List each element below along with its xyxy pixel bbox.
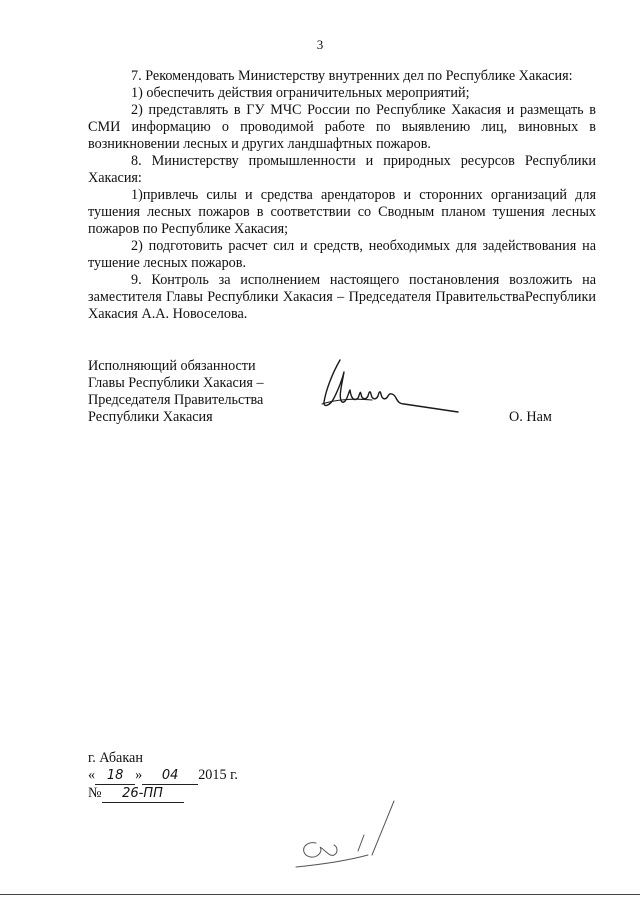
paragraph-8-1: 1)привлечь силы и средства арендаторов и сторонних организаций для тушения лесных пожаров в соответствии со Сводным планом тушения лесных пожаров по Республике Хакасия; (88, 187, 596, 237)
initials-mark (276, 795, 406, 875)
page-number: 3 (316, 37, 324, 52)
document-number: 26-ПП (102, 785, 184, 803)
signatory-title-line: Республики Хакасия (88, 409, 213, 425)
paragraph-9: 9. Контроль за исполнением настоящего постановления возложить на заместителя Главы Республики Хакасия – Председателя ПравительстваРеспублики Хакасия А.А. Новоселова. (88, 272, 596, 322)
place: г. Абакан (88, 750, 143, 766)
date-close-quote: » (135, 767, 143, 783)
document-body (88, 68, 596, 323)
paragraph-7-2: 2) представлять в ГУ МЧС России по Республике Хакасия и размещать в СМИ информацию о проводимой работе по выявлению лиц, виновных в возникновении лесных и других ландшафтных пожаров. (88, 102, 596, 152)
number-sign: № (88, 785, 102, 801)
signatory-title-line: Председателя Правительства (88, 392, 264, 408)
date-line (88, 767, 238, 785)
paragraph-8-2: 2) подготовить расчет сил и средств, необходимых для задействования на тушение лесных пожаров. (88, 238, 596, 271)
paragraph-7-1: 1) обеспечить действия ограничительных мероприятий; (131, 85, 470, 101)
signatory-title-line: Исполняющий обязанности (88, 358, 256, 374)
handwritten-signature (312, 350, 462, 420)
date-open-quote: « (88, 767, 96, 783)
paragraph-8: 8. Министерству промышленности и природных ресурсов Республики Хакасия: (88, 153, 596, 186)
document-number-line (88, 785, 238, 803)
date-day: 18 (95, 767, 135, 785)
page-edge-line (0, 894, 640, 895)
date-year: 2015 г. (198, 767, 238, 783)
signatory-title (88, 358, 264, 426)
signatory-title-line: Главы Республики Хакасия – (88, 375, 264, 391)
signatory-name: О. Нам (509, 409, 552, 425)
date-month: 04 (142, 767, 198, 785)
place-date-block (88, 750, 238, 803)
paragraph-7: 7. Рекомендовать Министерству внутренних дел по Республике Хакасия: (131, 68, 573, 84)
